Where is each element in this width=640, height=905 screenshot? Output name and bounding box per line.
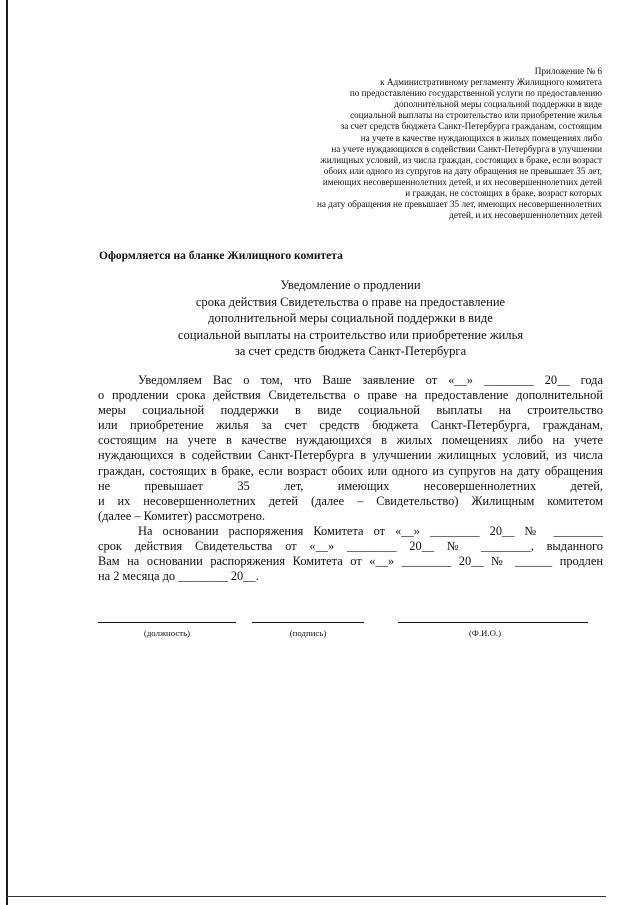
appendix-line: по предоставлению государственной услуги по предоставлению (349, 88, 602, 99)
appendix-line: детей, и их несовершеннолетних детей (449, 210, 602, 221)
signature-label: (подпись) (289, 628, 327, 638)
appendix-line: жилищных условий, из числа граждан, состоящих в браке, если возраст (320, 154, 602, 165)
name-signature-line (398, 622, 588, 623)
body-line: не превышает 35 лет, имеющих несовершеннолетних детей, (98, 478, 603, 493)
body-line: граждан, состоящих в браке, если возраст обоих или одного из супругов на дату обращения (98, 463, 603, 478)
position-signature-line (98, 622, 236, 623)
body-line: (далее – Комитет) рассмотрено. (98, 508, 265, 523)
document-title (98, 277, 603, 360)
appendix-line: социальной выплаты на строительство или приобретение жилья (350, 110, 602, 121)
appendix-line: на учете в качестве нуждающихся в жилых помещениях либо (360, 132, 602, 143)
name-label: (Ф.И.О.) (468, 628, 502, 638)
signature-line (252, 622, 364, 623)
title-line: дополнительной меры социальной поддержки в виде (208, 311, 493, 326)
appendix-line: и граждан, не состоящих в браке, возраст которых (405, 188, 602, 199)
position-label: (должность) (143, 628, 191, 638)
body-line: или приобретение жилья за счет средств бюджета Санкт-Петербурга, гражданам, (98, 418, 603, 433)
body-line: Вам на основании распоряжения Комитета от «__» ________ 20__ № ______ продлен (98, 554, 603, 569)
title-line: Уведомление о продлении (280, 278, 421, 292)
appendix-line: за счет средств бюджета Санкт-Петербурга гражданам, состоящим (340, 121, 602, 132)
appendix-line: обоих или одного из супругов на дату обращения не превышает 35 лет, (323, 165, 602, 176)
appendix-line: на дату обращения не превышает 35 лет, имеющих несовершеннолетних (316, 199, 602, 210)
appendix-line: Приложение № 6 (534, 66, 602, 76)
body-line: на 2 месяца до ________ 20__. (98, 569, 259, 584)
appendix-line: на учете нуждающихся в содействии Санкт-Петербурга в улучшении (331, 143, 602, 154)
body-line: меры социальной поддержки в виде социальной выплаты на строительство (98, 403, 603, 418)
body-line: Уведомляем Вас о том, что Ваше заявление от «__» ________ 20__ года (138, 373, 603, 387)
body-line: и их несовершеннолетних детей (далее – Свидетельство) Жилищным комитетом (98, 493, 603, 508)
appendix-line: имеющих несовершеннолетних детей, и их несовершеннолетних детей (322, 176, 602, 187)
body-line: На основании распоряжения Комитета от «__» ________ 20__ № ________ (138, 523, 603, 538)
appendix-line: дополнительной меры социальной поддержки в виде (394, 99, 602, 110)
title-line: срока действия Свидетельства о праве на предоставление (195, 294, 506, 309)
appendix-line: к Административному регламенту Жилищного комитета (380, 77, 602, 88)
title-line: за счет средств бюджета Санкт-Петербурга (234, 344, 467, 359)
body-line: нуждающихся в содействии Санкт-Петербурга в улучшении жилищных условий, из числа (98, 448, 603, 463)
page-edge-left (6, 0, 8, 905)
title-line: социальной выплаты на строительство или приобретение жилья (177, 327, 524, 342)
page-edge-bottom (6, 896, 606, 897)
body-line: о продлении срока действия Свидетельства о праве на предоставление дополнительной (98, 388, 603, 403)
body-line: срок действия Свидетельства от «__» ________ 20__ № ________, выданного (98, 539, 603, 554)
blank-note: Оформляется на бланке Жилищного комитета (99, 250, 343, 262)
body-line: состоящим на учете в качестве нуждающихся в жилых помещениях либо на учете (98, 433, 603, 448)
appendix-header (242, 66, 602, 221)
notification-body (98, 373, 603, 584)
